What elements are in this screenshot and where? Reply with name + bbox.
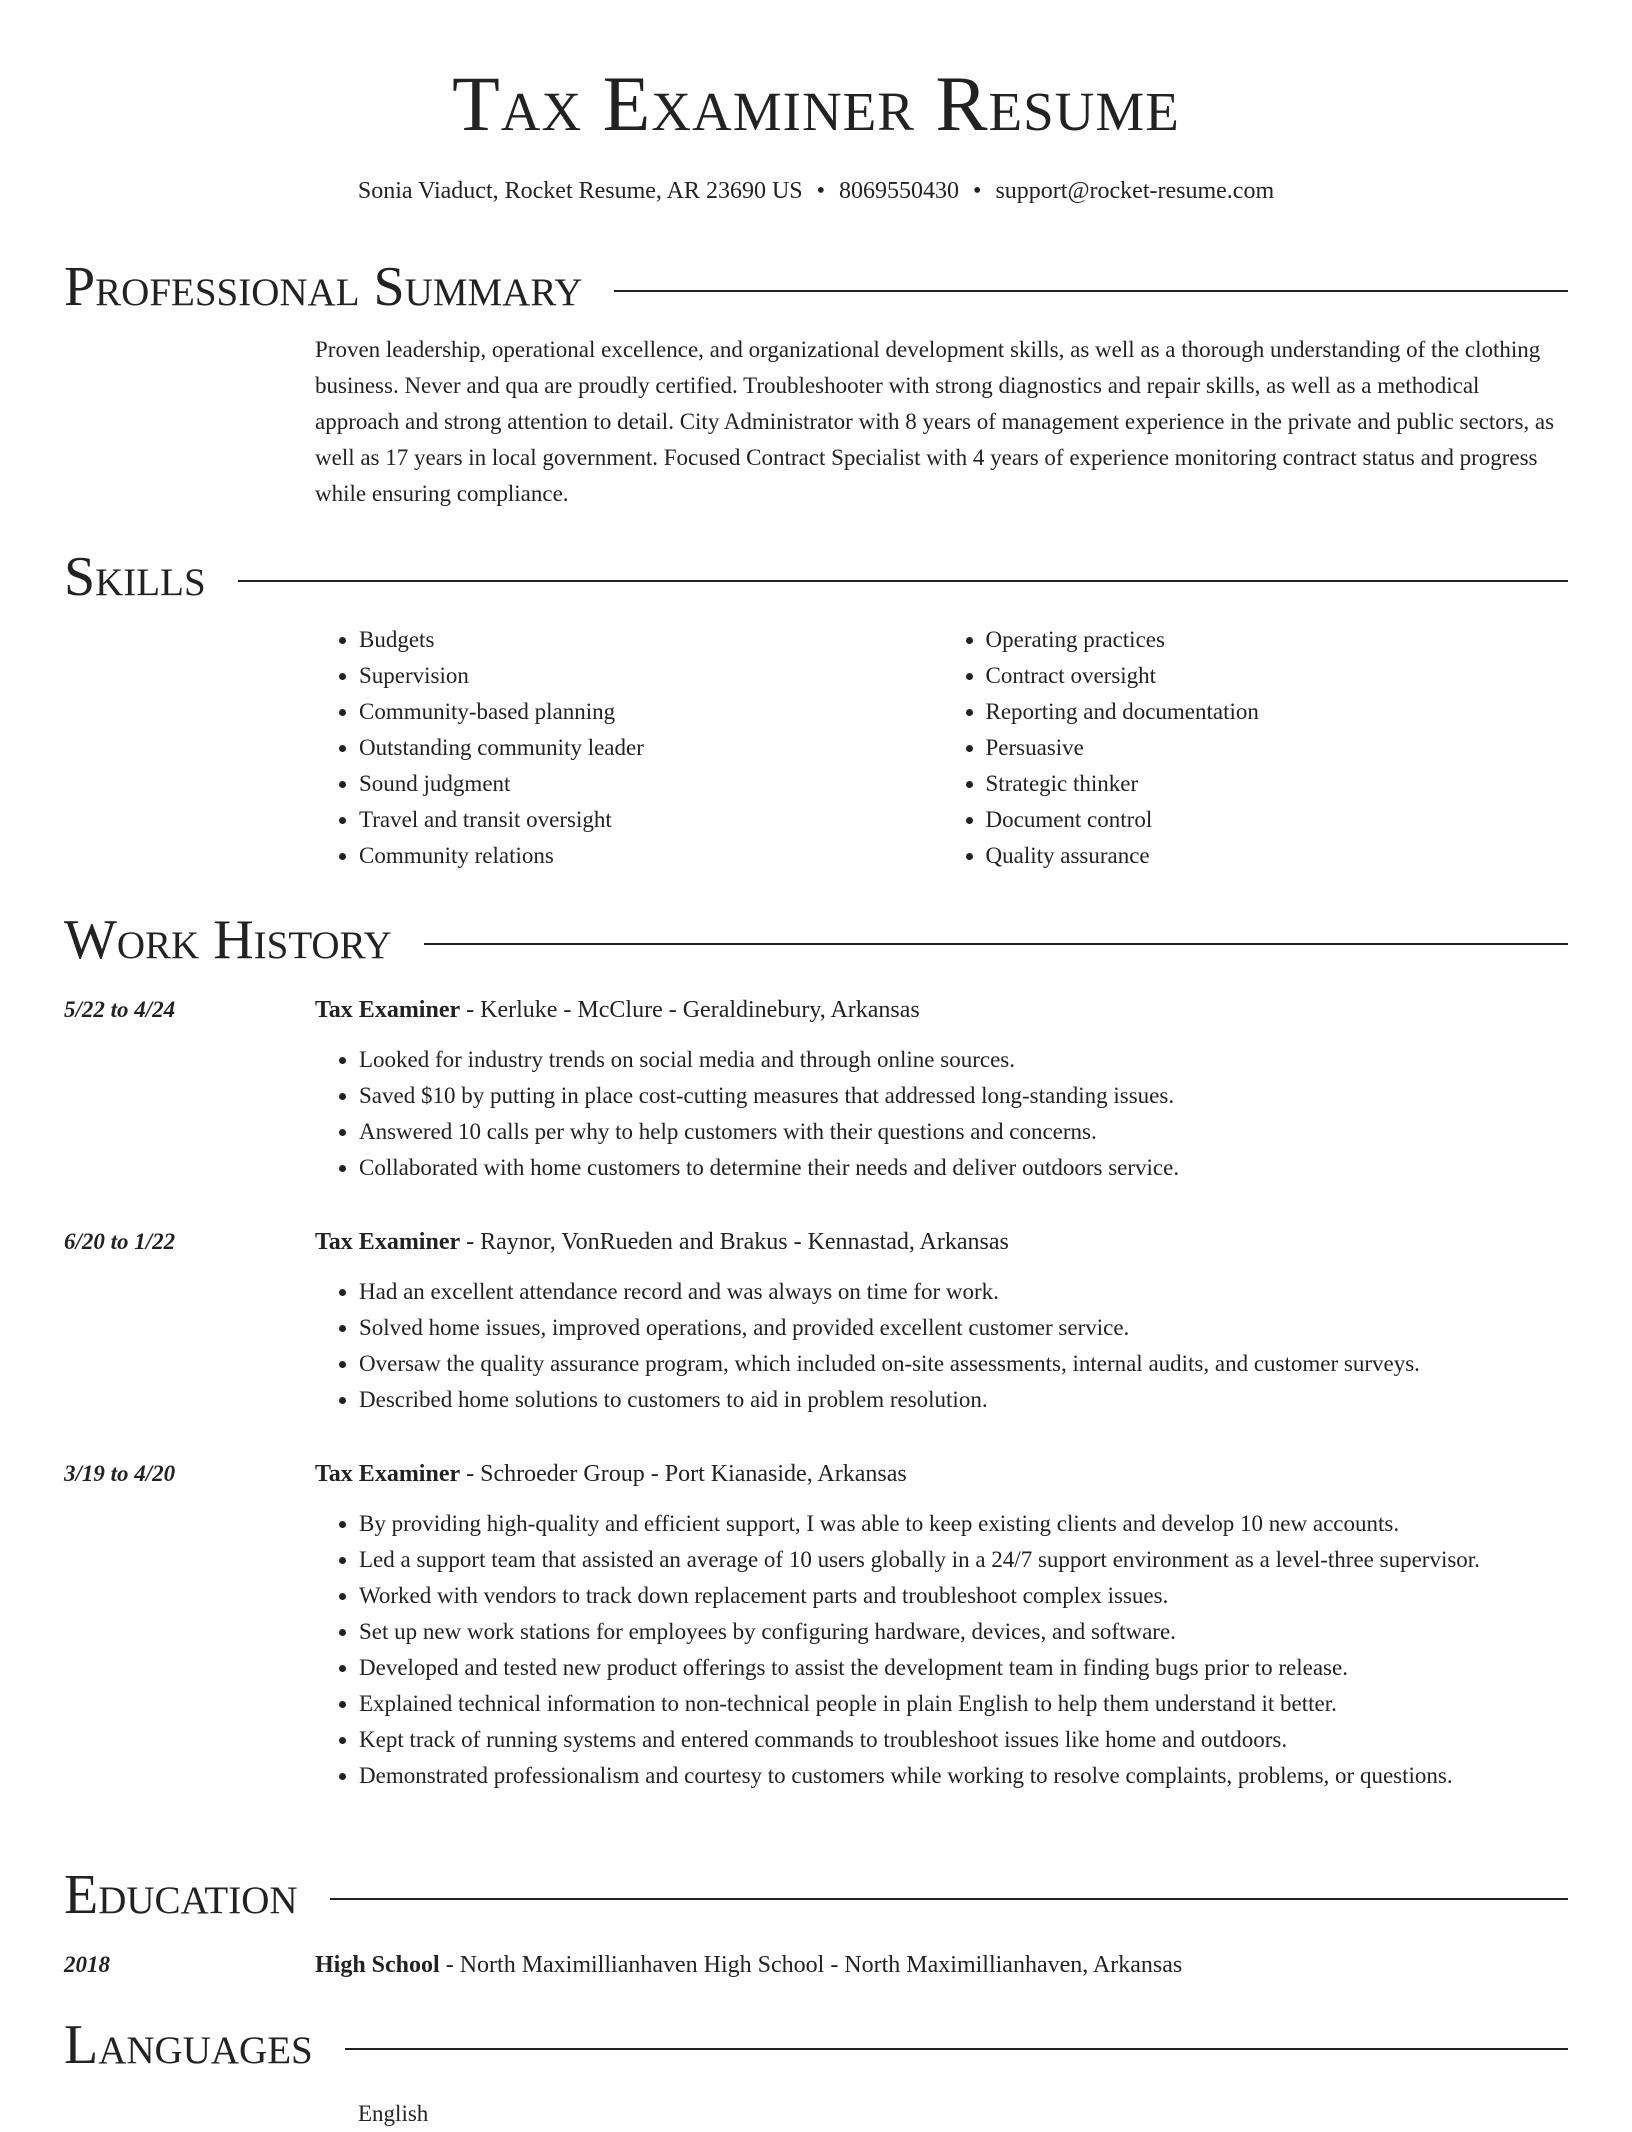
- skill-item: • Outstanding community leader: [359, 730, 942, 766]
- job-bullet: • Explained technical information to non-technical people in plain English to help them understand it better.: [359, 1686, 1568, 1722]
- contact-separator: •: [973, 178, 982, 204]
- education-heading: Education: [64, 1864, 298, 1926]
- job-bullets: [315, 1274, 1568, 1418]
- work-header: [64, 905, 1568, 975]
- section-divider: [330, 1898, 1568, 1900]
- section-divider: [238, 580, 1568, 582]
- job-dates: 5/22 to 4/24: [64, 997, 176, 1022]
- job-bullet: • Demonstrated professionalism and courtesy to customers while working to resolve complaints, problems, or questions.: [359, 1758, 1568, 1794]
- section-divider: [424, 943, 1568, 945]
- job-bullet: • Set up new work stations for employees by configuring hardware, devices, and software.: [359, 1614, 1568, 1650]
- skill-item: • Budgets: [359, 622, 942, 658]
- summary-heading: Professional Summary: [64, 256, 583, 318]
- skill-item: • Quality assurance: [986, 838, 1569, 874]
- language-item: English: [358, 2101, 429, 2126]
- job-company: - Schroeder Group - Port Kianaside, Arkansas: [460, 1461, 907, 1487]
- job-entry: [64, 1456, 1568, 1794]
- work-heading: Work History: [64, 909, 392, 971]
- job-bullet: • Oversaw the quality assurance program, which included on-site assessments, internal audits, and customer surveys.: [359, 1346, 1568, 1382]
- skill-item: • Sound judgment: [359, 766, 942, 802]
- job-title-line: [315, 1224, 1568, 1260]
- education-school: - North Maximillianhaven High School - North Maximillianhaven, Arkansas: [439, 1952, 1183, 1978]
- job-bullet: • Kept track of running systems and entered commands to troubleshoot issues like home and outdoors.: [359, 1722, 1568, 1758]
- section-divider: [345, 2048, 1568, 2050]
- job-bullets: [315, 1506, 1568, 1794]
- skills-heading: Skills: [64, 546, 206, 608]
- skills-content: [315, 622, 1568, 874]
- languages-header: [64, 2010, 1568, 2080]
- education-degree: High School: [315, 1952, 440, 1978]
- education-entry: [64, 1947, 1568, 1983]
- job-bullet: • Worked with vendors to track down replacement parts and troubleshoot complex issues.: [359, 1578, 1568, 1614]
- skills-header: [64, 542, 1568, 612]
- education-section: [64, 1860, 1568, 1930]
- job-bullet: • Described home solutions to customers to aid in problem resolution.: [359, 1382, 1568, 1418]
- skill-item: • Community-based planning: [359, 694, 942, 730]
- job-entry: [64, 1224, 1568, 1418]
- skill-item: • Contract oversight: [986, 658, 1569, 694]
- job-company: - Kerluke - McClure - Geraldinebury, Arkansas: [460, 997, 920, 1023]
- section-divider: [614, 290, 1568, 292]
- job-dates: 6/20 to 1/22: [64, 1229, 176, 1254]
- resume-title: Tax Examiner Resume: [452, 60, 1180, 147]
- skill-item: • Document control: [986, 802, 1569, 838]
- contact-email: support@rocket-resume.com: [995, 178, 1275, 204]
- skills-column-right: [942, 622, 1569, 874]
- job-bullet: • Led a support team that assisted an average of 10 users globally in a 24/7 support environment as a level-three supervisor.: [359, 1542, 1568, 1578]
- job-bullet: • By providing high-quality and efficient support, I was able to keep existing clients and develop 10 new accounts.: [359, 1506, 1568, 1542]
- skill-item: • Supervision: [359, 658, 942, 694]
- job-bullet: • Had an excellent attendance record and was always on time for work.: [359, 1274, 1568, 1310]
- job-title-line: [315, 1456, 1568, 1492]
- summary-header: [64, 252, 1568, 322]
- job-bullet: • Collaborated with home customers to determine their needs and deliver outdoors service.: [359, 1150, 1568, 1186]
- contact-separator: •: [816, 178, 826, 204]
- skill-item: • Strategic thinker: [986, 766, 1569, 802]
- job-company: - Raynor, VonRueden and Brakus - Kennastad, Arkansas: [460, 1229, 1009, 1255]
- job-title: Tax Examiner: [315, 997, 461, 1023]
- skill-item: • Operating practices: [986, 622, 1569, 658]
- skills-section: [64, 542, 1568, 874]
- contact-address: Sonia Viaduct, Rocket Resume, AR 23690 US: [357, 178, 803, 204]
- job-bullet: • Looked for industry trends on social media and through online sources.: [359, 1042, 1568, 1078]
- skills-column-left: [315, 622, 942, 874]
- skills-grid: [315, 622, 1568, 874]
- contact-phone: 8069550430: [839, 178, 960, 204]
- languages-entry: [64, 2096, 1568, 2132]
- summary-text: Proven leadership, operational excellence, and organizational development skills, as well as a thorough understanding of the clothing business. Never and qua are proudly certified. Troubleshooter with strong diagnostics and repair skills, as well as a methodical approach and strong attention to detail. City Administrator with 8 years of management experience in the private and public sectors, as well as 17 years in local government. Focused Contract Specialist with 4 years of experience monitoring contract status and progress while ensuring compliance.: [315, 337, 1555, 506]
- job-title: Tax Examiner: [315, 1461, 461, 1487]
- job-bullet: • Saved $10 by putting in place cost-cutting measures that addressed long-standing issues.: [359, 1078, 1568, 1114]
- job-bullet: • Developed and tested new product offerings to assist the development team in finding bugs prior to release.: [359, 1650, 1568, 1686]
- education-year: 2018: [64, 1952, 110, 1977]
- languages-content: [358, 2096, 1568, 2132]
- job-dates: 3/19 to 4/20: [64, 1461, 176, 1486]
- contact-line: [64, 174, 1568, 208]
- skill-item: • Persuasive: [986, 730, 1569, 766]
- job-bullets: [315, 1042, 1568, 1186]
- job-title-line: [315, 992, 1568, 1028]
- languages-heading: Languages: [64, 2014, 313, 2076]
- work-section: [64, 905, 1568, 975]
- job-title: Tax Examiner: [315, 1229, 461, 1255]
- job-bullet: • Solved home issues, improved operations, and provided excellent customer service.: [359, 1310, 1568, 1346]
- education-header: [64, 1860, 1568, 1930]
- summary-content: [315, 332, 1568, 512]
- education-line: [315, 1947, 1568, 1983]
- skill-item: • Community relations: [359, 838, 942, 874]
- summary-section: [64, 252, 1568, 512]
- skill-item: • Travel and transit oversight: [359, 802, 942, 838]
- languages-section: [64, 2010, 1568, 2080]
- skill-item: • Reporting and documentation: [986, 694, 1569, 730]
- job-bullet: • Answered 10 calls per why to help customers with their questions and concerns.: [359, 1114, 1568, 1150]
- job-entry: [64, 992, 1568, 1186]
